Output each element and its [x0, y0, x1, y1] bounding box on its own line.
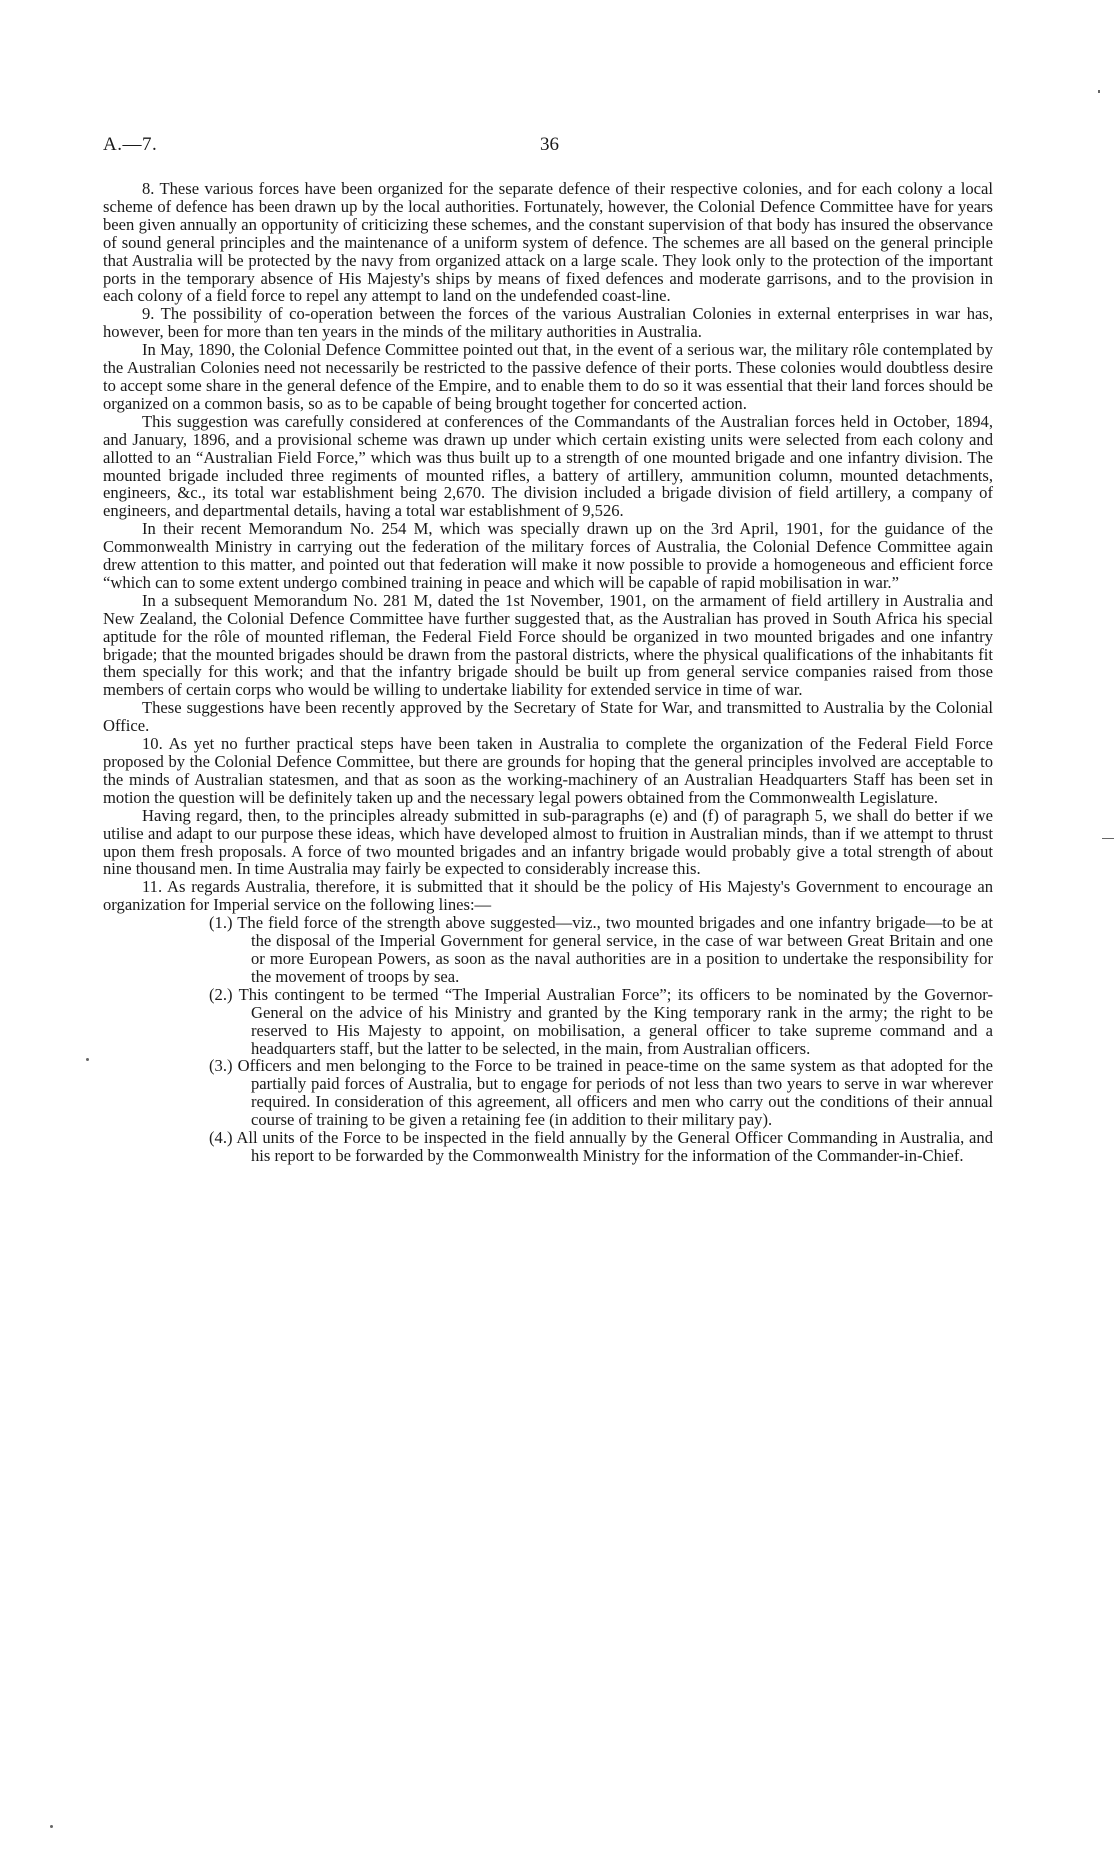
paragraph-9-approval: These suggestions have been recently approved by the Secretary of State for War, and transmitted to Australia by the Colonial Office.	[103, 698, 993, 736]
list-item-2: (2.) This contingent to be termed “The Imperial Australian Force”; its officers to be nominated by the Governor-General on the advice of his Ministry and granted by the King temporary rank in the army; the right to be reserved to His Majesty to appoint, on mobilisation, a general officer to take supreme command and a headquarters staff, but the latter to be selected, in the main, from Australian officers.	[209, 984, 993, 1058]
margin-tick	[1098, 90, 1100, 93]
paragraph-9-memorandum-281: In a subsequent Memorandum No. 281 M, dated the 1st November, 1901, on the armament of field artillery in Australia and New Zealand, the Colonial Defence Committee have further suggested that, as the Australian has proved in South Africa his special aptitude for the rôle of mounted rifleman, the Federal Field Force should be organized in two mounted brigades and one infantry brigade; that the mounted brigades should be drawn from the pastoral districts, where the physical qualifications of the inhabitants fit them specially for this work; and that the infantry brigade should be built up from general service companies raised from those members of certain corps who would be willing to undertake liability for extended service in time of war.	[103, 590, 993, 700]
list-item-4: (4.) All units of the Force to be inspected in the field annually by the General Officer Commanding in Australia, and his report to be forwarded by the Commonwealth Ministry for the information of the Commander-in-Chief.	[209, 1128, 993, 1165]
paragraph-10-having-regard: Having regard, then, to the principles already submitted in sub-paragraphs (e) and (f) of paragraph 5, we shall do better if we utilise and adapt to our purpose these ideas, which have developed almost to fruition in Australian minds, than if we attempt to thrust upon them fresh proposals. A force of two mounted brigades and an infantry brigade would probably give a total strength of about nine thousand men. In time Australia may fairly be expected to considerably increase this.	[103, 805, 993, 879]
paragraph-10: 10. As yet no further practical steps have been taken in Australia to complete the organization of the Federal Field Force proposed by the Colonial Defence Committee, but there are grounds for hoping that the general principles involved are acceptable to the minds of Australian statesmen, and that as soon as the working-machinery of an Australian Headquarters Staff has been set in motion the question will be definitely taken up and the necessary legal powers obtained from the Commonwealth Legislature.	[103, 734, 993, 807]
list-item-1: (1.) The field force of the strength above suggested—viz., two mounted brigades and one infantry brigade—to be at the disposal of the Imperial Government for general service, in the case of war between Great Britain and one or more European Powers, as soon as the naval authorities are in a position to undertake the responsibility for the movement of troops by sea.	[209, 913, 993, 986]
paragraph-9: 9. The possibility of co-operation between the forces of the various Australian Colonies in external enterprises in war has, however, been for more than ten years in the minds of the military authorities in Australia.	[103, 304, 993, 342]
margin-dash	[1102, 838, 1114, 839]
paragraph-9-conferences: This suggestion was carefully considered at conferences of the Commandants of the Australian forces held in October, 1894, and January, 1896, and a provisional scheme was drawn up under which certain existing units were selected from each colony and allotted to an “Australian Field Force,” which was thus built up to a strength of one mounted brigade and one infantry division. The mounted brigade included three regiments of mounted rifles, a battery of artillery, ammunition column, mounted detachments, engineers, &c., its total war establishment being 2,670. The division included a brigade division of field artillery, a company of engineers, and departmental details, having a total war establishment of 9,526.	[103, 411, 993, 521]
paragraph-9-memorandum-254: In their recent Memorandum No. 254 M, which was specially drawn up on the 3rd April, 1901, for the guidance of the Commonwealth Ministry in carrying out the federation of the military forces of Australia, the Colonial Defence Committee again drew attention to this matter, and pointed out that federation will make it now possible to provide a homogeneous and efficient force “which can to some extent undergo combined training in peace and which will be capable of rapid mobilisation in war.”	[103, 519, 993, 592]
page-number: 36	[540, 134, 559, 155]
margin-dot	[86, 1058, 89, 1061]
page-header	[103, 134, 1011, 160]
document-reference: A.—7.	[103, 134, 158, 155]
paragraph-11: 11. As regards Australia, therefore, it is submitted that it should be the policy of His Majesty's Government to encourage an organization for Imperial service on the following lines:—	[103, 877, 993, 915]
list-item-3: (3.) Officers and men belonging to the Force to be trained in peace-time on the same system as that adopted for the partially paid forces of Australia, but to engage for periods of not less than two years to serve in war wherever required. In consideration of this agreement, all officers and men who carry out the conditions of their annual course of training to be given a retaining fee (in addition to their military pay).	[209, 1056, 993, 1130]
margin-dot	[50, 1825, 53, 1828]
paragraph-8: 8. These various forces have been organized for the separate defence of their respective colonies, and for each colony a local scheme of defence has been drawn up by the local authorities. Fortunately, however, the Colonial Defence Committee have for years been given annually an opportunity of criticizing these schemes, and the constant supervision of that body has insured the observance of sound general principles and the maintenance of a uniform system of defence. The schemes are all based on the general principle that Australia will be protected by the navy from organized attack on a large scale. They look only to the protection of the important ports in the temporary absence of His Majesty's ships by means of fixed defences and moderate garrisons, and to the provision in each colony of a field force to repel any attempt to land on the undefended coast-line.	[103, 179, 993, 306]
paragraph-9-may-1890: In May, 1890, the Colonial Defence Committee pointed out that, in the event of a serious war, the military rôle contemplated by the Australian Colonies need not necessarily be restricted to the passive defence of their ports. These colonies would doubtless desire to accept some share in the general defence of the Empire, and to enable them to do so it was essential that their land forces should be organized on a common basis, so as to be capable of being brought together for concerted action.	[103, 340, 993, 413]
body-text	[103, 180, 993, 1165]
